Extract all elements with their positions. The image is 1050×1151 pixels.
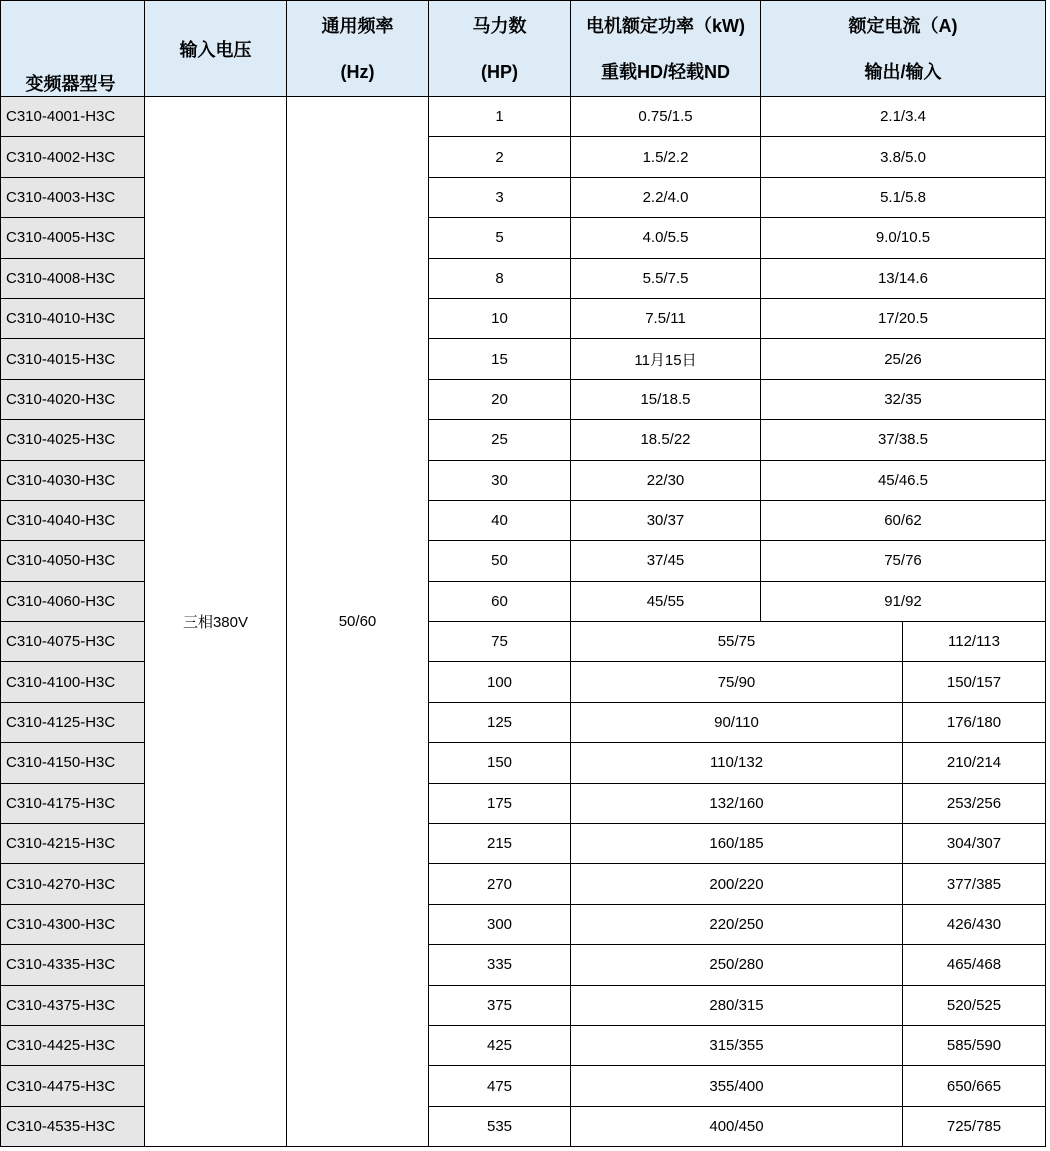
horsepower-cell — [429, 1026, 571, 1066]
model-number-cell — [0, 259, 145, 299]
motor-power: 30/37 — [646, 512, 685, 530]
motor-power-cell — [571, 1026, 903, 1066]
motor-power: 15/18.5 — [640, 390, 691, 408]
motor-power-cell — [571, 178, 761, 218]
horsepower: 535 — [486, 1117, 513, 1135]
motor-power-cell — [571, 461, 761, 501]
motor-power-cell — [571, 218, 761, 258]
rated-current: 75/76 — [884, 552, 922, 570]
model-number: C310-4300-H3C — [6, 916, 116, 933]
motor-power-cell — [571, 380, 761, 420]
motor-power: 2.2/4.0 — [642, 188, 689, 206]
motor-power: 90/110 — [714, 714, 759, 732]
horsepower-cell — [429, 501, 571, 541]
horsepower-cell — [429, 380, 571, 420]
rated-current-cell — [761, 97, 1046, 137]
rated-current: 45/46.5 — [877, 471, 929, 489]
rated-current: 650/665 — [946, 1077, 1002, 1095]
model-number: C310-4010-H3C — [6, 310, 116, 328]
horsepower: 1 — [495, 108, 504, 126]
header-frequency — [287, 0, 429, 97]
rated-current-cell — [761, 380, 1046, 420]
motor-power: 400/450 — [709, 1117, 764, 1135]
frequency-cell — [287, 97, 429, 1147]
horsepower-cell — [429, 178, 571, 218]
rated-current-cell — [903, 703, 1046, 743]
horsepower: 150 — [486, 754, 513, 772]
rated-current: 176/180 — [946, 714, 1002, 732]
model-number: C310-4335-H3C — [6, 956, 116, 974]
rated-current: 112/113 — [948, 633, 1000, 651]
horsepower: 375 — [486, 996, 513, 1014]
rated-current: 253/256 — [946, 794, 1002, 812]
rated-current-cell — [903, 662, 1046, 702]
rated-current-cell — [761, 541, 1046, 581]
horsepower-cell — [429, 259, 571, 299]
rated-current-cell — [903, 824, 1046, 864]
horsepower: 2 — [495, 148, 504, 166]
horsepower-cell — [429, 461, 571, 501]
rated-current-cell — [903, 905, 1046, 945]
model-number-cell — [0, 420, 145, 460]
rated-current-cell — [903, 1107, 1046, 1147]
horsepower-cell — [429, 905, 571, 945]
rated-current: 17/20.5 — [877, 310, 929, 328]
horsepower-cell — [429, 864, 571, 904]
rated-current-cell — [761, 582, 1046, 622]
model-number-cell — [0, 905, 145, 945]
motor-power-cell — [571, 864, 903, 904]
rated-current: 520/525 — [946, 996, 1002, 1014]
model-number-cell — [0, 339, 145, 379]
voltage-value: 三相380V — [182, 614, 249, 632]
horsepower-cell — [429, 622, 571, 662]
rated-current: 304/307 — [946, 835, 1002, 853]
model-number: C310-4175-H3C — [6, 794, 116, 812]
model-number-cell — [0, 622, 145, 662]
rated-current-cell — [761, 259, 1046, 299]
rated-current-cell — [761, 339, 1046, 379]
voltage-cell — [145, 97, 287, 1147]
header-motor-power — [571, 0, 761, 97]
motor-power: 18.5/22 — [640, 431, 691, 449]
model-number: C310-4030-H3C — [6, 471, 116, 489]
model-number: C310-4535-H3C — [6, 1117, 116, 1135]
horsepower-cell — [429, 1107, 571, 1147]
horsepower: 175 — [486, 794, 513, 812]
rated-current: 60/62 — [884, 512, 922, 530]
rated-current-cell — [761, 299, 1046, 339]
rated-current-cell — [903, 945, 1046, 985]
rated-current-cell — [761, 218, 1046, 258]
motor-power-cell — [571, 743, 903, 783]
rated-current-cell — [903, 622, 1046, 662]
motor-power-cell — [571, 986, 903, 1026]
motor-power-cell — [571, 259, 761, 299]
rated-current: 426/430 — [946, 916, 1002, 933]
header-rated-current — [761, 0, 1046, 97]
motor-power: 355/400 — [709, 1077, 764, 1095]
rated-current-cell — [761, 501, 1046, 541]
header-motor-power-label: 电机额定功率（kW) — [586, 15, 745, 36]
model-number-cell — [0, 703, 145, 743]
rated-current: 725/785 — [946, 1117, 1002, 1135]
model-number: C310-4425-H3C — [6, 1037, 116, 1055]
horsepower-cell — [429, 420, 571, 460]
motor-power-cell — [571, 420, 761, 460]
motor-power-cell — [571, 501, 761, 541]
motor-power: 0.75/1.5 — [638, 108, 693, 126]
model-number-cell — [0, 743, 145, 783]
rated-current: 3.8/5.0 — [880, 148, 926, 166]
horsepower: 30 — [491, 471, 508, 489]
horsepower: 100 — [486, 673, 513, 691]
horsepower-cell — [429, 703, 571, 743]
header-voltage-label: 输入电压 — [179, 39, 252, 60]
model-number: C310-4150-H3C — [6, 754, 116, 772]
motor-power-cell — [571, 97, 761, 137]
model-number: C310-4008-H3C — [6, 269, 116, 287]
motor-power: 7.5/11 — [645, 310, 686, 328]
model-number-cell — [0, 582, 145, 622]
model-number-cell — [0, 1107, 145, 1147]
rated-current-cell — [761, 461, 1046, 501]
horsepower: 3 — [495, 188, 504, 206]
horsepower: 300 — [486, 916, 513, 933]
header-motor-power-sub: 重载HD/轻载ND — [601, 61, 730, 82]
horsepower: 60 — [491, 592, 508, 610]
motor-power: 220/250 — [709, 916, 764, 933]
header-horsepower — [429, 0, 571, 97]
horsepower: 5 — [495, 229, 504, 247]
motor-power: 280/315 — [709, 996, 764, 1014]
motor-power-cell — [571, 137, 761, 177]
model-number-cell — [0, 501, 145, 541]
model-number: C310-4075-H3C — [6, 633, 116, 651]
horsepower-cell — [429, 784, 571, 824]
horsepower: 10 — [491, 310, 508, 328]
motor-power-cell — [571, 622, 903, 662]
rated-current-cell — [761, 137, 1046, 177]
rated-current-cell — [903, 864, 1046, 904]
model-number-cell — [0, 662, 145, 702]
model-number-cell — [0, 864, 145, 904]
model-number: C310-4270-H3C — [6, 875, 116, 893]
motor-power-cell — [571, 339, 761, 379]
motor-power-cell — [571, 824, 903, 864]
model-number: C310-4003-H3C — [6, 188, 116, 206]
motor-power: 37/45 — [646, 552, 685, 570]
rated-current: 2.1/3.4 — [880, 108, 926, 126]
motor-power: 200/220 — [709, 875, 764, 893]
horsepower: 25 — [491, 431, 508, 449]
motor-power: 22/30 — [646, 471, 685, 489]
rated-current: 5.1/5.8 — [880, 188, 926, 206]
rated-current-cell — [903, 1066, 1046, 1106]
motor-power: 1.5/2.2 — [642, 148, 689, 166]
horsepower-cell — [429, 824, 571, 864]
model-number: C310-4125-H3C — [6, 714, 116, 732]
rated-current: 13/14.6 — [877, 269, 929, 287]
horsepower: 125 — [486, 714, 513, 732]
motor-power: 4.0/5.5 — [642, 229, 689, 247]
model-number-cell — [0, 137, 145, 177]
horsepower-cell — [429, 662, 571, 702]
rated-current: 9.0/10.5 — [875, 229, 931, 247]
horsepower-cell — [429, 137, 571, 177]
rated-current: 37/38.5 — [877, 431, 929, 449]
rated-current: 91/92 — [884, 592, 922, 610]
motor-power: 11月15日 — [634, 351, 697, 369]
model-number: C310-4001-H3C — [6, 108, 116, 126]
model-number-cell — [0, 218, 145, 258]
motor-power-cell — [571, 1066, 903, 1106]
horsepower: 20 — [491, 390, 508, 408]
model-number-cell — [0, 461, 145, 501]
model-number: C310-4020-H3C — [6, 390, 116, 408]
motor-power: 132/160 — [709, 794, 764, 812]
model-number-cell — [0, 945, 145, 985]
motor-power-cell — [571, 905, 903, 945]
model-number: C310-4060-H3C — [6, 592, 116, 610]
model-number: C310-4475-H3C — [6, 1077, 116, 1095]
model-number-cell — [0, 541, 145, 581]
header-rated-current-sub: 输出/输入 — [864, 61, 942, 82]
rated-current-cell — [903, 986, 1046, 1026]
rated-current: 150/157 — [946, 673, 1002, 691]
model-number: C310-4002-H3C — [6, 148, 116, 166]
motor-power-cell — [571, 662, 903, 702]
horsepower-cell — [429, 299, 571, 339]
header-rated-current-label: 额定电流（A) — [848, 15, 958, 36]
motor-power: 55/75 — [717, 633, 756, 651]
model-number: C310-4040-H3C — [6, 512, 116, 530]
rated-current-cell — [903, 784, 1046, 824]
horsepower: 425 — [486, 1037, 513, 1055]
motor-power: 315/355 — [709, 1037, 764, 1055]
rated-current: 32/35 — [884, 390, 922, 408]
horsepower: 335 — [486, 956, 513, 974]
header-horsepower-label: 马力数 — [472, 15, 527, 36]
header-frequency-unit: (Hz) — [340, 61, 375, 82]
model-number-cell — [0, 986, 145, 1026]
rated-current-cell — [903, 1026, 1046, 1066]
model-number-cell — [0, 299, 145, 339]
model-number-cell — [0, 1066, 145, 1106]
horsepower: 75 — [491, 633, 508, 651]
model-number-cell — [0, 97, 145, 137]
motor-power: 110/132 — [709, 754, 764, 772]
rated-current: 25/26 — [884, 350, 922, 368]
motor-power: 250/280 — [709, 956, 764, 974]
model-number: C310-4100-H3C — [6, 673, 116, 691]
horsepower: 50 — [491, 552, 508, 570]
rated-current-cell — [761, 178, 1046, 218]
header-voltage — [145, 0, 287, 97]
horsepower-cell — [429, 743, 571, 783]
rated-current-cell — [761, 420, 1046, 460]
model-number: C310-4050-H3C — [6, 552, 116, 570]
frequency-value: 50/60 — [338, 613, 377, 631]
motor-power-cell — [571, 582, 761, 622]
horsepower: 15 — [491, 350, 508, 368]
motor-power: 45/55 — [646, 592, 685, 610]
rated-current: 465/468 — [946, 956, 1002, 974]
model-number: C310-4005-H3C — [6, 229, 116, 247]
horsepower-cell — [429, 986, 571, 1026]
header-frequency-label: 通用频率 — [321, 15, 394, 36]
horsepower-cell — [429, 218, 571, 258]
horsepower: 40 — [491, 512, 508, 530]
motor-power-cell — [571, 703, 903, 743]
motor-power-cell — [571, 1107, 903, 1147]
horsepower-cell — [429, 339, 571, 379]
motor-power: 75/90 — [717, 673, 756, 691]
horsepower-cell — [429, 1066, 571, 1106]
horsepower-cell — [429, 97, 571, 137]
motor-power: 5.5/7.5 — [642, 269, 689, 287]
rated-current: 585/590 — [946, 1037, 1002, 1055]
model-number-cell — [0, 380, 145, 420]
horsepower-cell — [429, 945, 571, 985]
rated-current: 377/385 — [946, 875, 1002, 893]
header-model — [0, 0, 145, 97]
model-number-cell — [0, 824, 145, 864]
model-number: C310-4215-H3C — [6, 835, 116, 853]
motor-power-cell — [571, 784, 903, 824]
horsepower: 215 — [486, 835, 513, 853]
model-number: C310-4015-H3C — [6, 350, 116, 368]
motor-power-cell — [571, 541, 761, 581]
horsepower: 475 — [486, 1077, 513, 1095]
model-number-cell — [0, 1026, 145, 1066]
model-number: C310-4375-H3C — [6, 996, 116, 1014]
motor-power-cell — [571, 299, 761, 339]
header-horsepower-unit: (HP) — [481, 61, 518, 82]
horsepower-cell — [429, 582, 571, 622]
motor-power-cell — [571, 945, 903, 985]
motor-power: 160/185 — [709, 835, 764, 853]
model-number: C310-4025-H3C — [6, 431, 116, 449]
rated-current-cell — [903, 743, 1046, 783]
horsepower: 270 — [486, 875, 513, 893]
model-number-cell — [0, 784, 145, 824]
rated-current: 210/214 — [946, 754, 1002, 772]
model-number-cell — [0, 178, 145, 218]
horsepower-cell — [429, 541, 571, 581]
header-model-label: 变频器型号 — [25, 74, 116, 94]
horsepower: 8 — [495, 269, 504, 287]
